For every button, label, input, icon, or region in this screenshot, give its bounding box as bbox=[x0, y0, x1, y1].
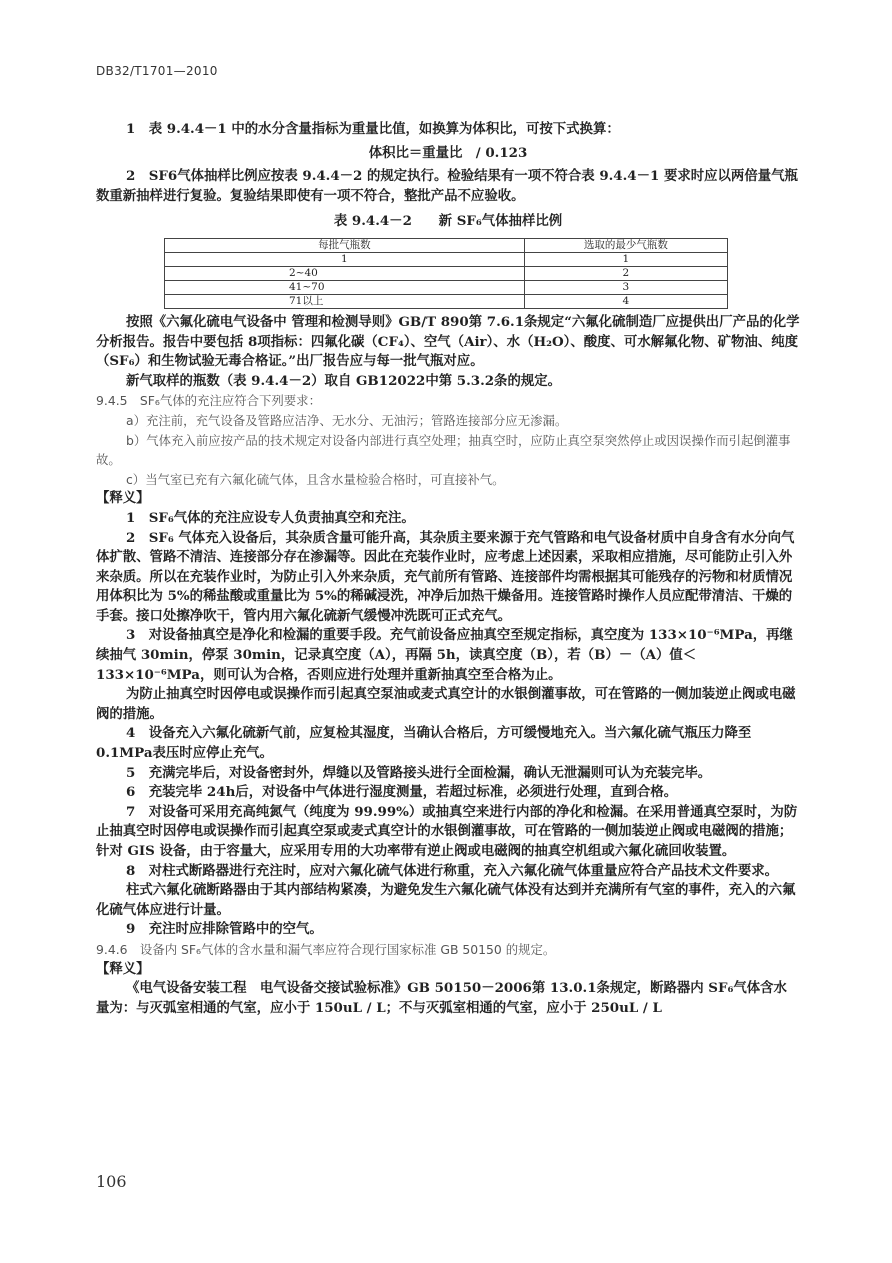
explanation-item-7: 7 对设备可采用充高纯氮气（纯度为 99.99%）或抽真空来进行内部的净化和检漏。在采用普通真空泵时，为防止抽真空时因停电或误操作而引起真空泵或麦式真空计的水银倒灌事故，可在管路的一侧加装逆止阀或电磁阀的措施；针对 GIS 设备，由于容量大，应采用专用的大功率带有逆止阀或电磁阀的抽真空机组或六氟化硫回收装置。 bbox=[96, 803, 798, 859]
paragraph-note-1: 1 表 9.4.4－1 中的水分含量指标为重量比值，如换算为体积比，可按下式换算： bbox=[126, 121, 620, 137]
table-cell: 1 bbox=[524, 252, 727, 266]
formula: 体积比＝重量比 / 0.123 bbox=[368, 144, 528, 161]
table-row bbox=[165, 252, 728, 266]
page-number: 106 bbox=[96, 1172, 127, 1191]
paragraph-note-2: 2 SF6气体抽样比例应按表 9.4.4－2 的规定执行。检验结果有一项不符合表 9.4.4－1 要求时应以两倍量气瓶数重新抽样进行复验。复验结果即使有一项不符合，整批产品不应验收。 bbox=[96, 168, 798, 204]
table-header-row bbox=[165, 238, 728, 252]
clause-9-4-5-c: c）当气室已充有六氟化硫气体，且含水量检验合格时，可直接补气。 bbox=[126, 471, 505, 487]
explanation-item-3: 3 对设备抽真空是净化和检漏的重要手段。充气前设备应抽真空至规定指标，真空度为 133×10⁻⁶MPa，再继续抽气 30min，停泵 30min，记录真空度（A），再隔 5h，读真空度（B），若（B）－（A）值＜133×10⁻⁶MPa，则可认为合格，否则应进行处理并重新抽真空至合格为止。 bbox=[96, 627, 793, 683]
table-cell: 3 bbox=[524, 280, 727, 294]
document-code: DB32/T1701—2010 bbox=[96, 64, 218, 78]
table-row bbox=[165, 294, 728, 308]
explanation-item-2: 2 SF₆ 气体充入设备后，其杂质含量可能升高，其杂质主要来源于充气管路和电气设备材质中自身含有水分向气体扩散、管路不清洁、连接部分存在渗漏等。因此在充装作业时，应考虑上述因素，采取相应措施，尽可能防止引入外来杂质。所以在充装作业时，为防止引入外来杂质，充气前所有管路、连接部件均需根据其可能残存的污物和材质情况用体积比为 5%的稀盐酸或重量比为 5%的稀碱浸洗，冲净后加热干燥备用。连接管路时操作人员应配带清洁、干燥的手套。接口处擦净吹干，管内用六氟化硫新气缓慢冲洗既可正式充气。 bbox=[96, 529, 795, 624]
clause-9-4-5-b: b）气体充入前应按产品的技术规定对设备内部进行真空处理；抽真空时，应防止真空泵突然停止或因误操作而引起倒灌事故。 bbox=[96, 432, 791, 468]
table-caption: 表 9.4.4－2 新 SF₆气体抽样比例 bbox=[333, 213, 563, 230]
sampling-table bbox=[164, 238, 728, 309]
clause-9-4-6: 9.4.6 设备内 SF₆气体的含水量和漏气率应符合现行国家标准 GB 50150 的规定。 bbox=[96, 941, 556, 957]
table-header-cell: 选取的最少气瓶数 bbox=[524, 238, 727, 252]
explanation-item-3-note: 为防止抽真空时因停电或误操作而引起真空泵油或麦式真空计的水银倒灌事故，可在管路的一侧加装逆止阀或电磁阀的措施。 bbox=[96, 686, 796, 722]
paragraph-sample-source: 新气取样的瓶数（表 9.4.4－2）取自 GB12022中第 5.3.2条的规定。 bbox=[126, 372, 562, 389]
explanation-item-8: 8 对柱式断路器进行充注时，应对六氟化硫气体进行称重，充入六氟化硫气体重量应符合产品技术文件要求。 bbox=[126, 862, 779, 879]
page-body bbox=[96, 120, 800, 1018]
table-cell: 41~70 bbox=[165, 280, 525, 294]
explanation-item-9: 9 充注时应排除管路中的空气。 bbox=[126, 921, 323, 938]
table-cell: 2 bbox=[524, 266, 727, 280]
table-row bbox=[165, 280, 728, 294]
explanation-item-6: 6 充装完毕 24h后，对设备中气体进行湿度测量，若超过标准，必须进行处理，直到合格。 bbox=[126, 784, 678, 801]
clause-9-4-5-a: a）充注前，充气设备及管路应洁净、无水分、无油污；管路连接部分应无渗漏。 bbox=[126, 412, 568, 428]
explanation-item-4: 4 设备充入六氟化硫新气前，应复检其湿度，当确认合格后，方可缓慢地充入。当六氟化硫气瓶压力降至 0.1MPa表压时应停止充气。 bbox=[96, 725, 752, 762]
table-cell: 71以上 bbox=[165, 294, 525, 308]
paragraph-standard-reference: 按照《六氟化硫电气设备中 管理和检测导则》GB/T 890第 7.6.1条规定“六氟化硫制造厂应提供出厂产品的化学分析报告。报告中要包括 8项指标：四氟化碳（CF₄）、空气（Air）、水（H₂O）、酸度、可水解氟化物、矿物油、纯度（SF₆）和生物试验无毒合格证。”出厂报告应与每一批气瓶对应。 bbox=[96, 313, 800, 370]
explanation-item-8-note: 柱式六氟化硫断路器由于其内部结构紧凑，为避免发生六氟化硫气体没有达到并充满所有气室的事件，充入的六氟化硫气体应进行计量。 bbox=[96, 882, 796, 918]
explanation-heading: 【释义】 bbox=[96, 490, 150, 507]
explanation-standard-quote: 《电气设备安装工程 电气设备交接试验标准》GB 50150－2006第 13.0.1条规定，断路器内 SF₆气体含水量为：与灭弧室相通的气室，应小于 150uL / L；不与灭弧室相通的气室，应小于 250uL / L bbox=[96, 980, 787, 1016]
table-row bbox=[165, 266, 728, 280]
explanation-item-1: 1 SF₆气体的充注应设专人负责抽真空和充注。 bbox=[126, 509, 415, 526]
table-header-cell: 每批气瓶数 bbox=[165, 238, 525, 252]
explanation-item-5: 5 充满完毕后，对设备密封外，焊缝以及管路接头进行全面检漏，确认无泄漏则可认为充装完毕。 bbox=[126, 764, 712, 781]
table-cell: 2~40 bbox=[165, 266, 525, 280]
explanation-heading-2: 【释义】 bbox=[96, 960, 150, 977]
table-cell: 1 bbox=[165, 252, 525, 266]
table-cell: 4 bbox=[524, 294, 727, 308]
clause-9-4-5-title: 9.4.5 SF₆气体的充注应符合下列要求： bbox=[96, 393, 321, 409]
